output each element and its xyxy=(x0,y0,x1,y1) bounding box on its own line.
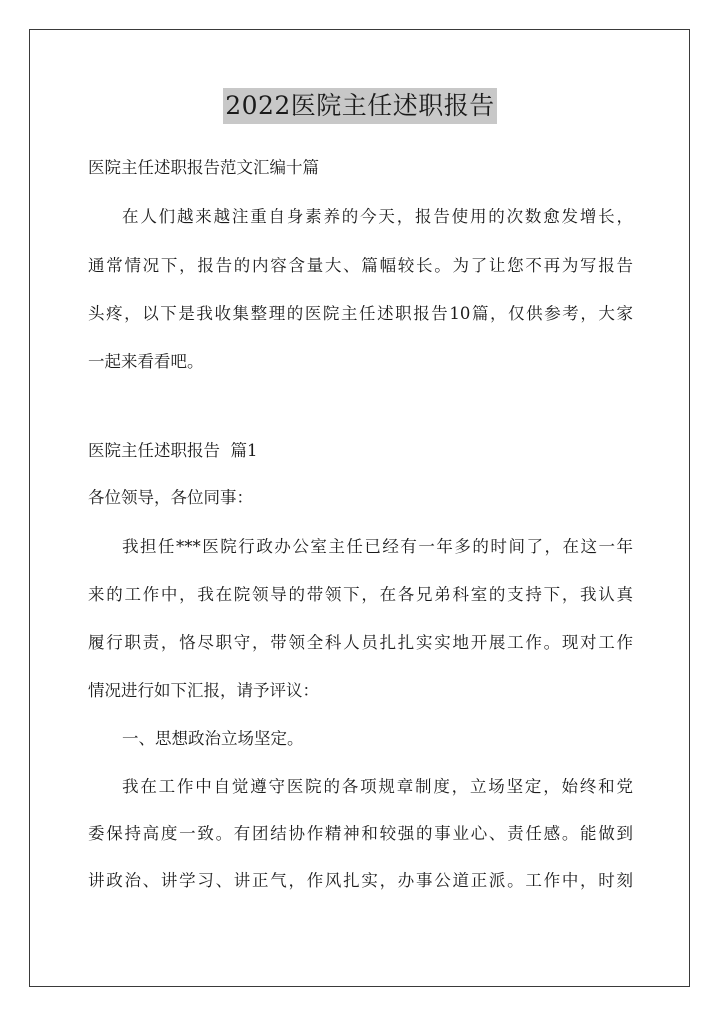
section-heading: 医院主任述职报告 篇1 xyxy=(88,441,258,460)
point-1-heading: 一、思想政治立场坚定。 xyxy=(122,729,304,748)
intro-line-2: 通常情况下，报告的内容含量大、篇幅较长。为了让您不再为写报告 xyxy=(88,256,633,275)
para1-line-2: 来的工作中，我在院领导的带领下，在各兄弟科室的支持下，我认真 xyxy=(88,585,633,604)
para2-line-2: 委保持高度一致。有团结协作精神和较强的事业心、责任感。能做到 xyxy=(88,824,633,843)
para2-line-3: 讲政治、讲学习、讲正气，作风扎实，办事公道正派。工作中，时刻 xyxy=(88,871,633,890)
para2-line-1: 我在工作中自觉遵守医院的各项规章制度，立场坚定，始终和党 xyxy=(122,777,633,796)
salutation: 各位领导，各位同事： xyxy=(88,488,253,507)
title-container xyxy=(0,88,720,124)
para1-line-4: 情况进行如下汇报，请予评议： xyxy=(88,681,319,700)
intro-line-1: 在人们越来越注重自身素养的今天，报告使用的次数愈发增长， xyxy=(122,207,633,226)
para1-line-3: 履行职责，恪尽职守，带领全科人员扎扎实实地开展工作。现对工作 xyxy=(88,633,633,652)
intro-line-4: 一起来看看吧。 xyxy=(88,352,204,371)
para1-line-1: 我担任***医院行政办公室主任已经有一年多的时间了，在这一年 xyxy=(122,537,633,556)
document-title: 2022医院主任述职报告 xyxy=(223,88,497,124)
subtitle: 医院主任述职报告范文汇编十篇 xyxy=(88,158,319,177)
intro-line-3: 头疼，以下是我收集整理的医院主任述职报告10篇，仅供参考，大家 xyxy=(88,304,633,323)
